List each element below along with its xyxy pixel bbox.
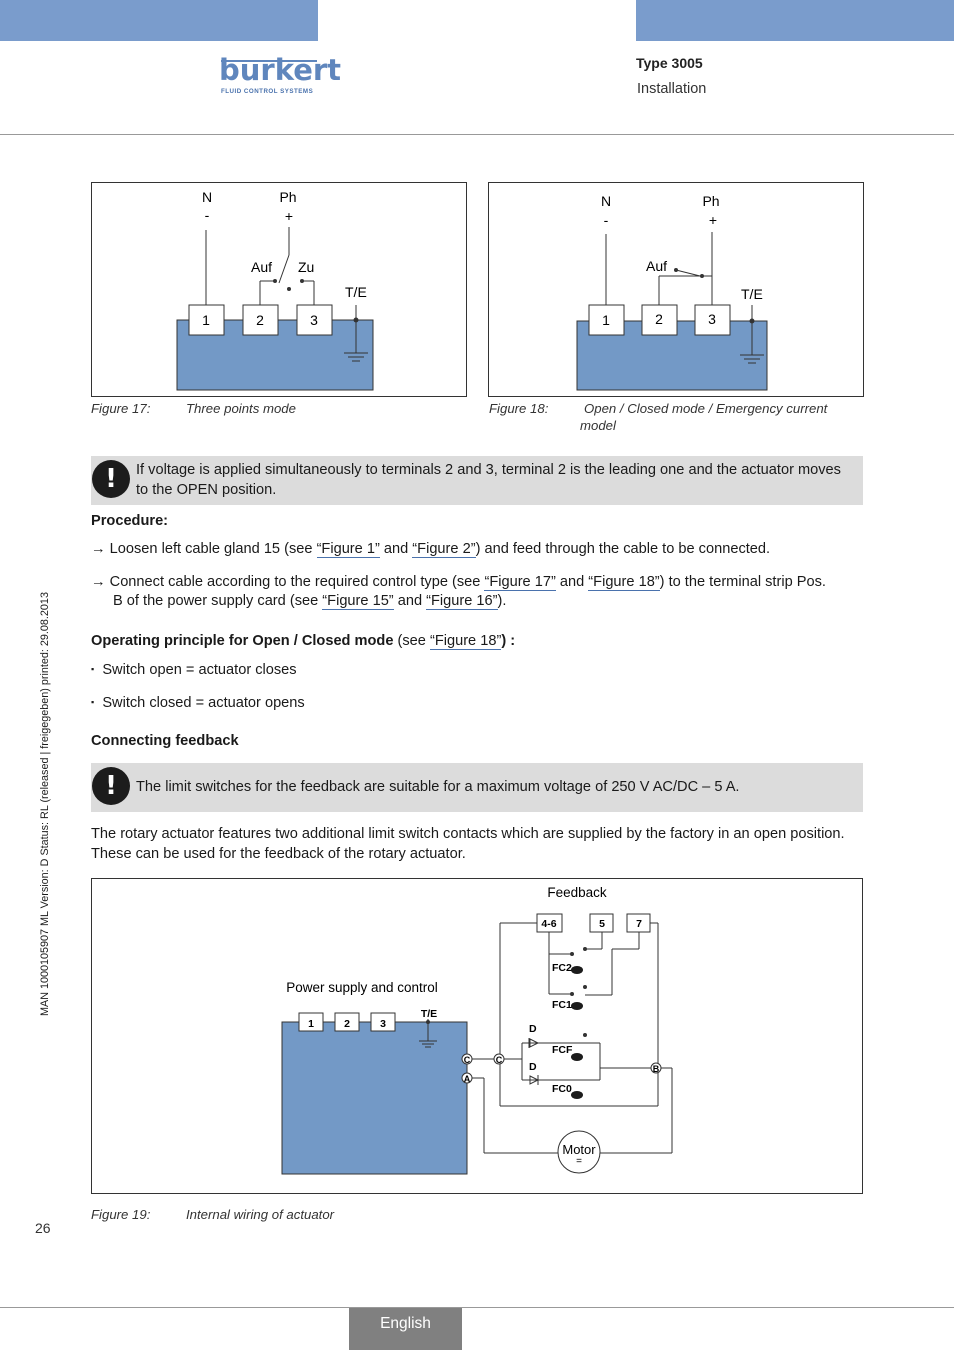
bullet-icon: ▪ xyxy=(91,664,95,674)
label-fcf: FCF xyxy=(552,1044,573,1056)
step-2-line-2-end: ). xyxy=(497,593,507,609)
figure-18-diagram xyxy=(489,183,863,396)
label-diode-2: D xyxy=(529,1061,537,1073)
operating-heading-see: (see xyxy=(393,633,430,649)
figure-18-caption-text-line2: model xyxy=(580,418,616,433)
terminal-1: 1 xyxy=(602,312,610,328)
footer-divider xyxy=(0,1307,954,1308)
feedback-terminal-5: 5 xyxy=(599,918,605,930)
list-item xyxy=(91,660,297,681)
label-fc2: FC2 xyxy=(552,962,572,974)
brand-logo: burkert xyxy=(219,53,342,87)
warning-note-text: If voltage is applied simultaneously to terminals 2 and 3, terminal 2 is the leading one and the actuator moves to the OPEN position. xyxy=(136,462,841,498)
label-ph: Ph xyxy=(279,189,297,205)
footer-language: English xyxy=(349,1308,462,1350)
header-band-left xyxy=(0,0,318,41)
node-b: B xyxy=(652,1064,660,1074)
step-1-text-end: ) and feed through the cable to be connected. xyxy=(475,541,771,557)
figure-18-caption-text: Open / Closed mode / Emergency current xyxy=(584,401,828,416)
step-2-line-2-mid: and xyxy=(393,593,427,609)
terminal-1: 1 xyxy=(202,312,210,328)
terminal-2: 2 xyxy=(655,311,663,327)
label-ph: Ph xyxy=(702,193,720,209)
procedure-step-2 xyxy=(91,573,871,593)
warning-note-text: The limit switches for the feedback are suitable for a maximum voltage of 250 V AC/DC – 5 A. xyxy=(136,779,740,795)
step-2-text-end: ) to the terminal strip Pos. xyxy=(659,574,826,590)
step-2-line-2-text: B of the power supply card (see xyxy=(113,593,323,609)
exclamation-icon: ! xyxy=(92,460,130,498)
terminal-3: 3 xyxy=(708,311,716,327)
document-type: Type 3005 xyxy=(636,55,703,71)
procedure-step-2-line-2 xyxy=(113,592,873,612)
power-terminal-3: 3 xyxy=(380,1018,386,1030)
warning-note-voltage xyxy=(91,456,863,505)
link-figure-2[interactable]: “Figure 2” xyxy=(412,541,476,557)
label-te: T/E xyxy=(345,284,367,300)
label-n: N xyxy=(600,193,612,209)
step-1-text: Loosen left cable gland 15 (see xyxy=(109,541,317,557)
link-figure-18-operating[interactable]: “Figure 18” xyxy=(429,633,502,649)
operating-heading-title: Operating principle for Open / Closed mode xyxy=(91,633,394,649)
label-n-sign: - xyxy=(204,207,210,223)
feedback-terminal-7: 7 xyxy=(636,918,642,930)
node-a: A xyxy=(463,1074,471,1084)
figure-17 xyxy=(91,182,467,397)
list-item-text: Switch open = actuator closes xyxy=(102,662,297,678)
label-n: N xyxy=(201,189,213,205)
figure-18-caption-number: Figure 18: xyxy=(489,401,549,416)
label-auf: Auf xyxy=(646,258,668,274)
feedback-terminal-4-6: 4-6 xyxy=(541,918,557,930)
terminal-2: 2 xyxy=(256,312,264,328)
power-terminal-1: 1 xyxy=(308,1018,314,1030)
procedure-step-1 xyxy=(91,540,871,560)
link-figure-17[interactable]: “Figure 17” xyxy=(484,574,556,590)
step-2-text-mid: and xyxy=(555,574,589,590)
list-item-text: Switch closed = actuator opens xyxy=(102,695,305,711)
label-power-supply: Power supply and control xyxy=(286,980,438,995)
figure-17-caption-text: Three points mode xyxy=(186,401,296,416)
label-ph-sign: + xyxy=(284,208,294,224)
figure-19-caption-number: Figure 19: xyxy=(91,1207,151,1222)
figure-19-diagram xyxy=(92,879,862,1193)
label-te: T/E xyxy=(420,1008,438,1020)
figure-19 xyxy=(91,878,863,1194)
terminal-3: 3 xyxy=(310,312,318,328)
operating-heading-end: ) : xyxy=(501,633,516,649)
figure-17-caption-number: Figure 17: xyxy=(91,401,151,416)
operating-heading xyxy=(91,632,871,652)
brand-tagline: FLUID CONTROL SYSTEMS xyxy=(221,88,314,95)
label-te: T/E xyxy=(741,286,763,302)
exclamation-icon: ! xyxy=(92,767,130,805)
procedure-heading: Procedure: xyxy=(91,513,169,529)
node-c-1: C xyxy=(463,1055,471,1065)
list-item xyxy=(91,693,305,714)
section-title: Installation xyxy=(637,81,707,97)
figure-17-diagram xyxy=(92,183,466,396)
feedback-paragraph-line-1: The rotary actuator features two additional limit switch contacts which are supplied by the factory in an open position. xyxy=(91,826,845,842)
label-diode-1: D xyxy=(529,1023,537,1035)
header-divider xyxy=(0,134,954,135)
power-terminal-2: 2 xyxy=(344,1018,350,1030)
bullet-icon: ▪ xyxy=(91,697,95,707)
label-ph-sign: + xyxy=(708,212,718,228)
document-metadata: MAN 1000105907 ML Version: D Status: RL (released | freigegeben) printed: 29.08.2013 xyxy=(39,592,51,1016)
step-1-text-mid: and xyxy=(379,541,413,557)
node-c-2: C xyxy=(495,1055,503,1065)
warning-note-limit-switch xyxy=(91,763,863,812)
figure-19-caption-text: Internal wiring of actuator xyxy=(186,1207,335,1222)
label-zu: Zu xyxy=(298,259,315,275)
step-2-text: Connect cable according to the required control type (see xyxy=(109,574,485,590)
label-auf: Auf xyxy=(251,259,273,275)
page-number: 26 xyxy=(35,1220,51,1236)
label-n-sign: - xyxy=(603,212,609,228)
label-motor-symbol: = xyxy=(576,1156,582,1167)
feedback-heading: Connecting feedback xyxy=(91,733,239,749)
link-figure-18[interactable]: “Figure 18” xyxy=(588,574,660,590)
header-band-right xyxy=(636,0,954,41)
label-fc0: FC0 xyxy=(552,1083,572,1095)
label-fc1: FC1 xyxy=(552,999,572,1011)
feedback-paragraph-line-2: These can be used for the feedback of the rotary actuator. xyxy=(91,846,466,862)
arrow-icon: → xyxy=(91,574,106,590)
link-figure-1[interactable]: “Figure 1” xyxy=(316,541,380,557)
arrow-icon: → xyxy=(91,541,106,557)
figure-18 xyxy=(488,182,864,397)
label-motor: Motor xyxy=(562,1142,596,1157)
link-figure-15[interactable]: “Figure 15” xyxy=(322,593,394,609)
link-figure-16[interactable]: “Figure 16” xyxy=(426,593,498,609)
label-feedback: Feedback xyxy=(547,885,607,900)
